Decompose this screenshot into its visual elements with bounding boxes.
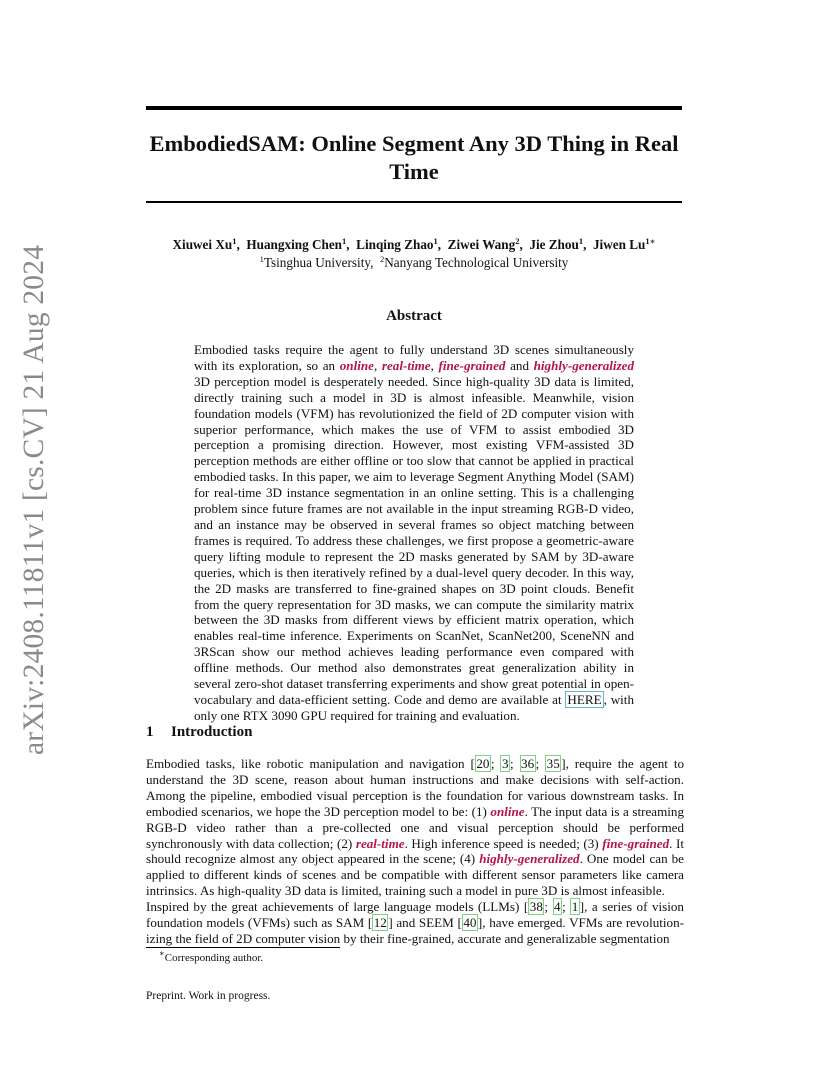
citation-link[interactable]: 20 <box>476 756 490 771</box>
footnote-rule <box>146 947 340 948</box>
highlight-fine-grained: fine-grained <box>602 835 670 851</box>
citation-separator: ; <box>535 756 546 771</box>
highlight-online: online <box>339 357 374 373</box>
paragraph-text: Embodied tasks, like robotic manipulation and navigation [ <box>146 756 475 771</box>
citation-separator: ; <box>544 899 553 914</box>
citation-link[interactable]: 4 <box>554 899 561 914</box>
preprint-note: Preprint. Work in progress. <box>146 990 271 1002</box>
section-title: Introduction <box>171 724 253 740</box>
affiliation-mark: 1 <box>259 254 264 264</box>
highlight-highly-generalized: highly-generalized <box>533 357 635 373</box>
citation-link[interactable]: 1 <box>571 899 579 914</box>
paragraph-text: Inspired by the great achievements of large language models (LLMs) [ <box>146 899 529 914</box>
paragraph-text: . High inference speed is needed; (3) <box>404 835 603 851</box>
abstract-separator: , <box>430 357 439 373</box>
paragraph-text: . It should recognize almost any object appeared in the scene; (4) <box>146 835 684 867</box>
citation-separator: ; <box>509 756 520 771</box>
author-affiliation-mark: 1 <box>433 236 438 246</box>
citation-link[interactable]: 36 <box>521 756 535 771</box>
highlight-real-time: real-time <box>381 357 431 373</box>
author-list: Xiuwei Xu$^1$, Huangxing Chen$^1$, Linqing Zhao$^1$, Ziwei Wang$^2$, Jie Zhou$^1$, Jiwen $Lu^{1∗}$ <box>172 236 656 252</box>
intro-paragraph-2 <box>146 899 684 947</box>
author-name: Huangxing Chen <box>246 237 343 252</box>
paper-title: EmbodiedSAM: Online Segment Any 3D Thing in Real Time <box>149 131 679 184</box>
citation-link[interactable]: 40 <box>463 914 477 930</box>
citation-link[interactable]: 12 <box>373 914 387 930</box>
section-heading-introduction <box>146 724 252 741</box>
author-affiliation-mark: 1∗ <box>645 236 656 246</box>
abstract-text: 3D perception model is desperately needed. Since high-quality 3D data is limited, directly training such a model in 3D is almost infeasible. Meanwhile, vision foundation models (VFM) has revolutionized the field of 2D computer vision with superior performance, which makes the use of VFM to assist embodied 3D perception a promising direction. However, most existing VFM-assisted 3D perception methods are either offline or too slow that cannot be applied in practical embodied tasks. In this paper, we aim to leverage Segment Anything Model (SAM) for real-time 3D instance segmentation in an online setting. This is a challenging problem since future frames are not available in the input streaming RGB-D video, and an instance may be observed in several frames so object matching between frames is required. To address these challenges, we first propose a geometric-aware query lifting module to represent the 2D masks generated by SAM by 3D-aware queries, which is then iteratively refined by a dual-level query decoder. In this way, the 2D masks are transferred to fine-grained shapes on 3D point clouds. Benefit from the query representation for 3D masks, we can compute the similarity matrix between the 3D masks from different views by efficient matrix operation, which enables real-time inference. Experiments on ScanNet, ScanNet200, SceneNN and 3RScan show our method achieves leading performance even compared with offline methods. Our method also demonstrates great generalization ability in several zero-shot dataset transferring experiments and show great potential in open-vocabulary and data-efficient setting. Code and demo are available at <box>194 373 634 707</box>
paragraph-text: . The input data is a streaming RGB-D video rather than a pre-collected one and visual perception should be performed synchronously with data collection; (2) <box>146 803 684 851</box>
footnote <box>159 948 264 964</box>
author-name: Ziwei Wang <box>447 237 516 252</box>
paragraph-text: ], have emerged. VFMs are revolution-izing the field of 2D computer vision by their fine-grained, accurate and generalizable segmentation <box>146 914 684 946</box>
abstract-separator: , <box>373 357 382 373</box>
highlight-highly-generalized: highly-generalized <box>479 851 580 867</box>
citation-link[interactable]: 35 <box>546 756 560 771</box>
paragraph-text: ], require the agent to understand the 3D scene, reason about human instructions and make decisions with self-action. Among the pipeline, embodied visual perception is the foundation for various downstream tasks. In embodied scenarios, we hope the 3D perception model to be: (1) <box>146 756 685 819</box>
footnote-mark: ∗ <box>159 948 165 958</box>
author-name: Jiwen Lu <box>592 237 646 252</box>
section-number: 1 <box>146 724 154 740</box>
citation-separator: ; <box>490 756 501 771</box>
abstract-text: Embodied tasks require the agent to fully understand 3D scenes simultaneously with its exploration, so an <box>194 342 634 373</box>
author-name: Linqing Zhao <box>356 237 434 252</box>
author-affiliation-mark: 1 <box>578 236 584 246</box>
highlight-fine-grained: fine-grained <box>438 357 506 373</box>
citation-separator: ; <box>562 899 571 914</box>
intro-paragraph-1 <box>146 756 684 899</box>
arxiv-identifier: arXiv:2408.11811v1 [cs.CV] 21 Aug 2024 <box>18 244 50 755</box>
author-affiliation-mark: 1 <box>342 236 347 246</box>
abstract-body <box>194 342 634 724</box>
highlight-real-time: real-time <box>355 835 405 851</box>
paragraph-text: . One model can be applied to different kinds of scenes and be compatible with different sensor parameters like camera intrinsics. As high-quality 3D data is limited, training such a model in pure 3D is almost infeasible. <box>146 851 684 899</box>
highlight-online: online <box>490 803 525 819</box>
abstract-heading: Abstract <box>386 308 442 324</box>
paragraph-text: ] and SEEM [ <box>388 914 462 930</box>
abstract-text: , with only one RTX 3090 GPU required for training and evaluation. <box>194 691 634 723</box>
code-demo-link[interactable]: HERE <box>567 691 602 707</box>
author-name: Jie Zhou <box>529 237 579 252</box>
title-top-rule <box>146 106 682 110</box>
affiliation-mark: 2 <box>380 254 385 264</box>
footnote-text: Corresponding author. <box>164 952 264 964</box>
author-affiliation-mark: 1 <box>232 236 237 246</box>
title-bottom-rule <box>146 201 682 203</box>
citation-link[interactable]: 38 <box>529 899 543 914</box>
affiliation-name: Nanyang Technological University <box>384 255 569 270</box>
author-name: Xiuwei Xu <box>172 237 233 252</box>
paragraph-text: ], a series of vision foundation models (VFMs) such as SAM [ <box>146 899 684 930</box>
affiliation-list: $^1$Tsinghua University, $^2$Nanyang Technological University <box>259 254 569 270</box>
author-affiliation-mark: 2 <box>515 236 520 246</box>
citation-link[interactable]: 3 <box>501 756 509 771</box>
affiliation-name: Tsinghua University <box>263 255 371 270</box>
abstract-separator: and <box>505 357 534 373</box>
